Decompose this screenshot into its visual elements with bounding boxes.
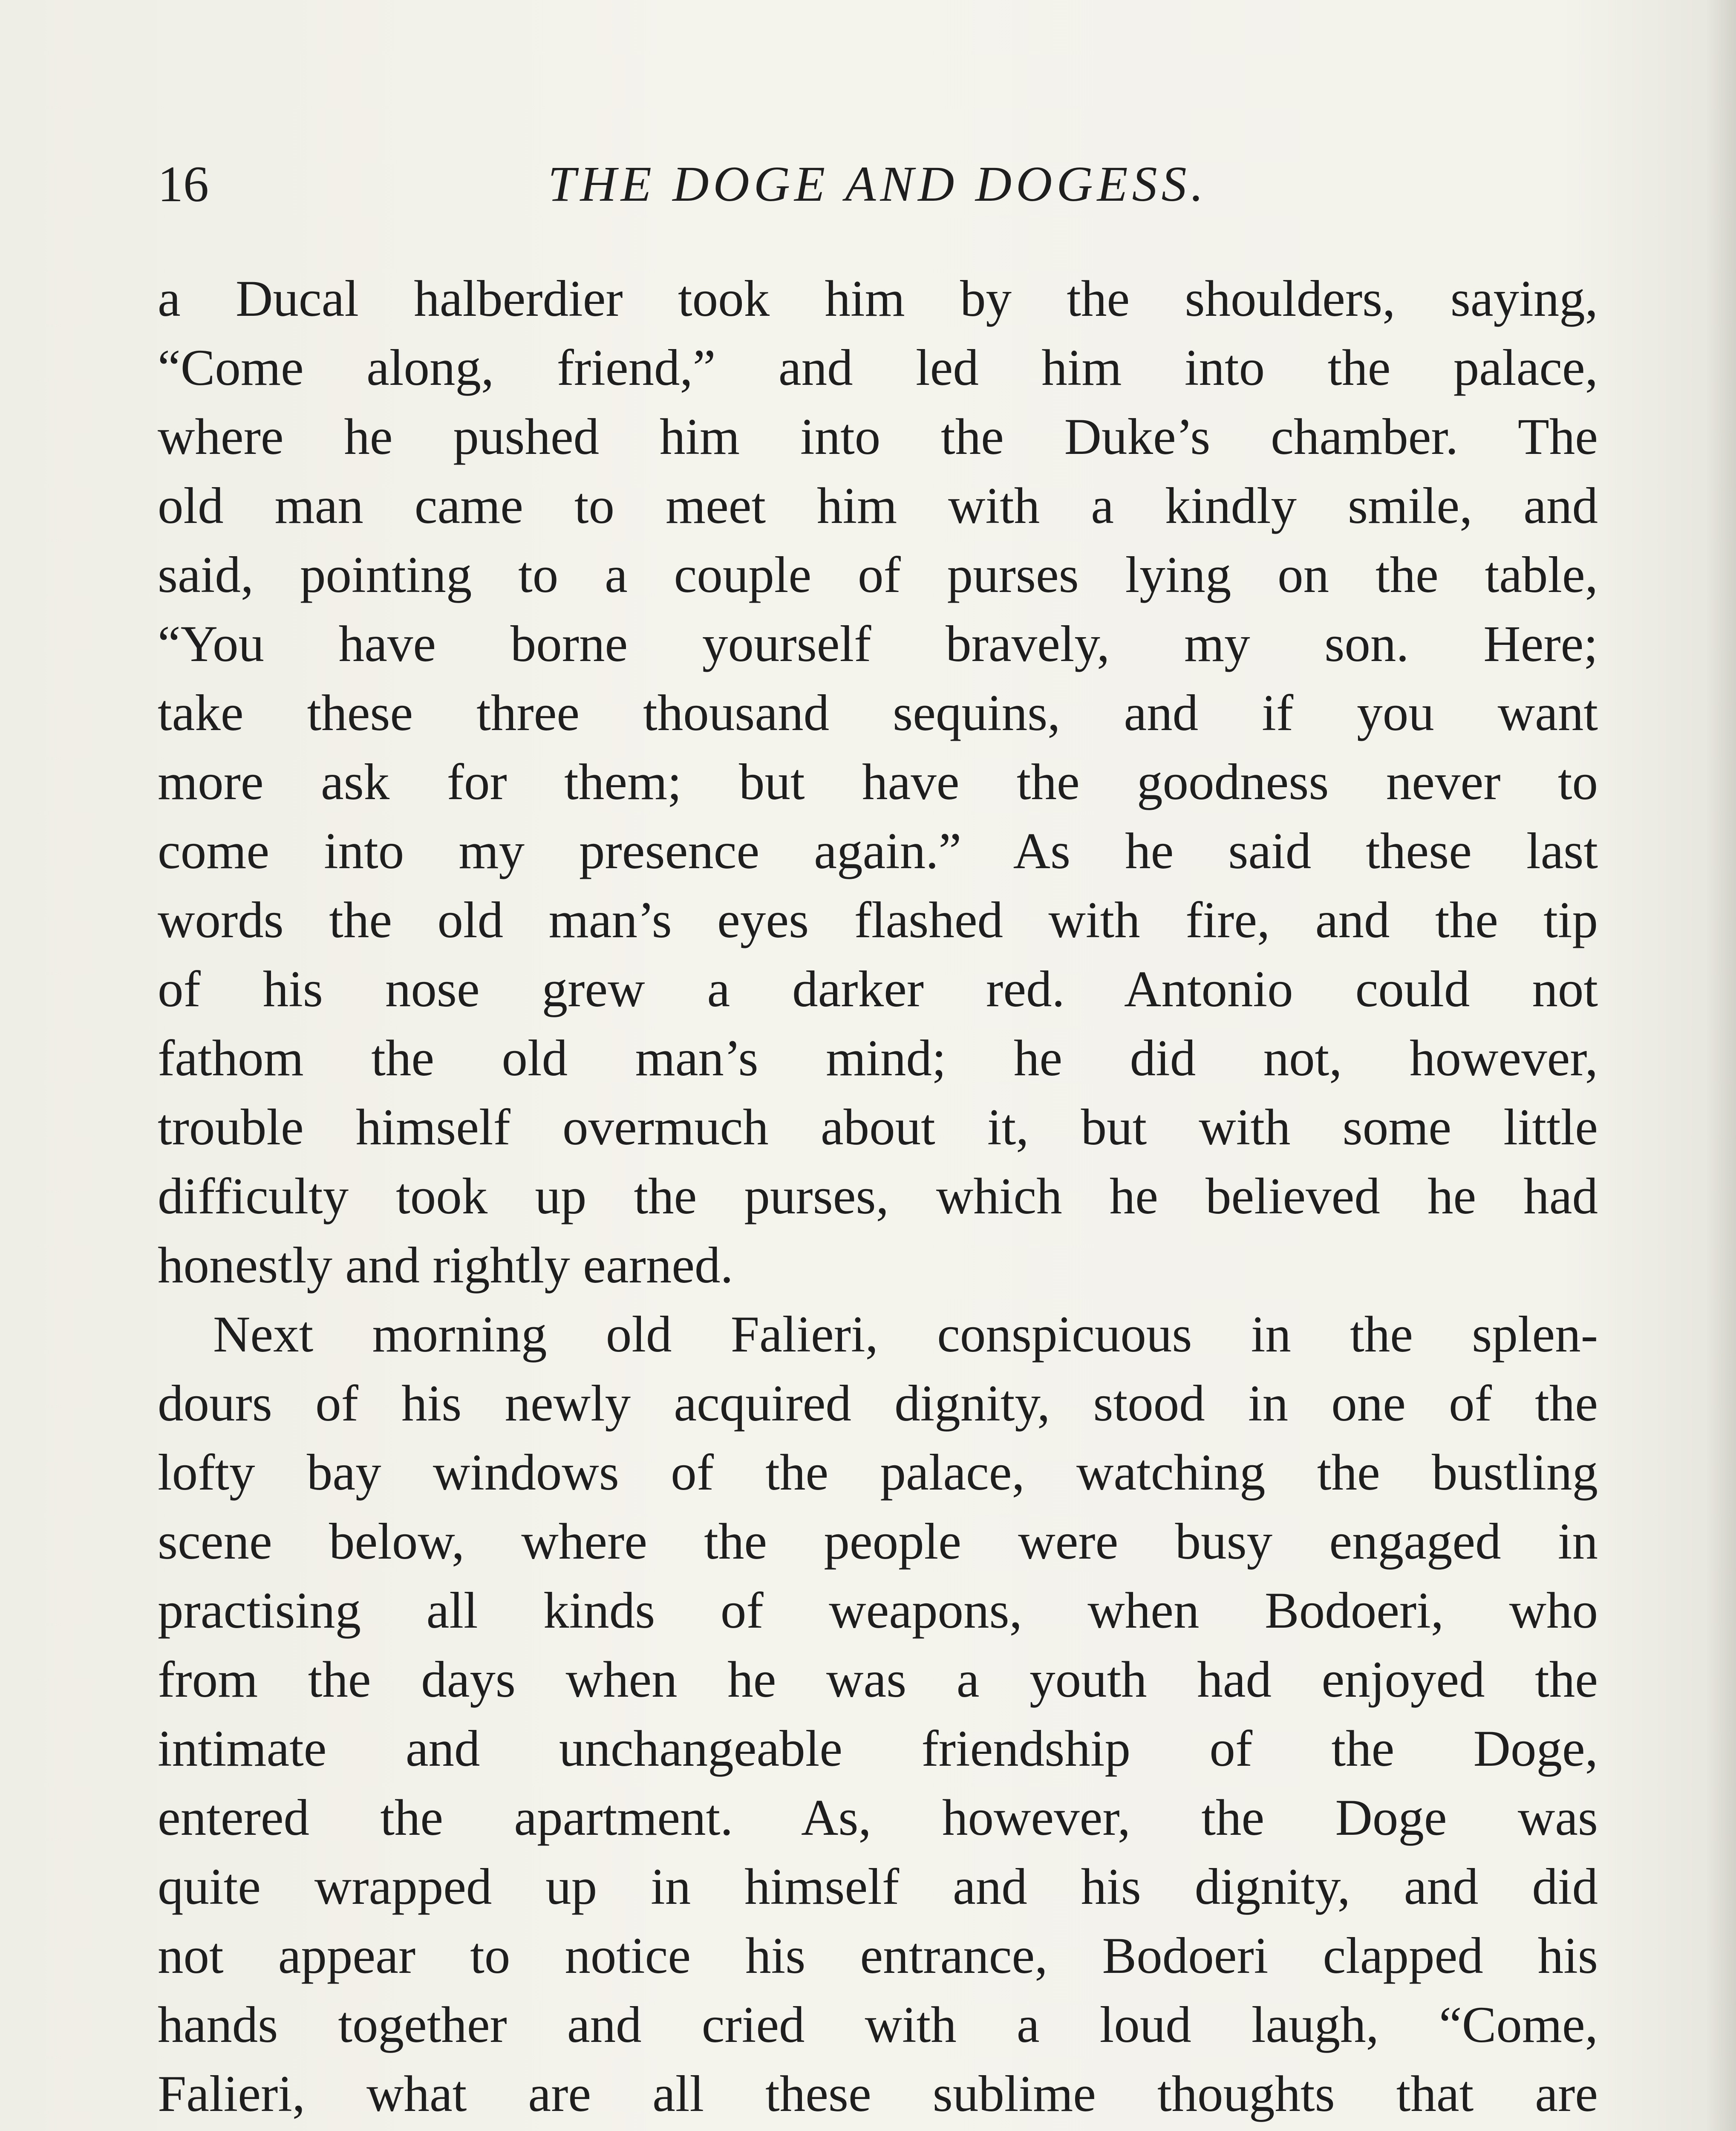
text-line	[158, 2128, 1598, 2131]
text-line: Falieri, what are all these sublime thoughts that are	[158, 2065, 1598, 2122]
page-edge-shadow	[1706, 0, 1736, 2131]
text-line: take these three thousand sequins, and if you want	[158, 684, 1598, 742]
text-line: practising all kinds of weapons, when Bodoeri, who	[158, 1582, 1598, 1639]
text-line: hands together and cried with a loud laugh, “Come,	[158, 1996, 1598, 2053]
page-number: 16	[158, 156, 209, 212]
text-line: fathom the old man’s mind; he did not, however,	[158, 1030, 1598, 1087]
text-line: from the days when he was a youth had enjoyed the	[158, 1651, 1598, 1708]
page-header	[158, 150, 1598, 218]
text-line: old man came to meet him with a kindly smile, and	[158, 477, 1598, 534]
text-line: where he pushed him into the Duke’s chamber. The	[158, 408, 1598, 465]
text-line-paragraph-end: honestly and rightly earned.	[158, 1237, 733, 1294]
text-line: not appear to notice his entrance, Bodoeri clapped his	[158, 1927, 1598, 1984]
text-line: difficulty took up the purses, which he believed he had	[158, 1168, 1598, 1225]
text-line: intimate and unchangeable friendship of the Doge,	[158, 1720, 1598, 1777]
text-line: scene below, where the people were busy engaged in	[158, 1513, 1598, 1570]
text-line: of his nose grew a darker red. Antonio could not	[158, 961, 1598, 1018]
text-line: said, pointing to a couple of purses lying on the table,	[158, 546, 1598, 603]
text-line: words the old man’s eyes flashed with fire, and the tip	[158, 892, 1598, 949]
text-line: “You have borne yourself bravely, my son. Here;	[158, 615, 1598, 673]
text-line: lofty bay windows of the palace, watching the bustling	[158, 1444, 1598, 1501]
text-line: trouble himself overmuch about it, but with some little	[158, 1099, 1598, 1156]
text-line-paragraph-start: Next morning old Falieri, conspicuous in the splen-	[213, 1306, 1598, 1363]
text-line: quite wrapped up in himself and his dignity, and did	[158, 1858, 1598, 1915]
text-line: come into my presence again.” As he said these last	[158, 823, 1598, 880]
text-line: more ask for them; but have the goodness never to	[158, 754, 1598, 811]
text-line: “Come along, friend,” and led him into the palace,	[158, 339, 1598, 396]
text-line: dours of his newly acquired dignity, stood in one of the	[158, 1375, 1598, 1432]
text-line: a Ducal halberdier took him by the shoulders, saying,	[158, 270, 1598, 327]
running-title: THE DOGE AND DOGESS.	[548, 156, 1208, 212]
body-text	[158, 264, 1598, 2131]
text-line: entered the apartment. As, however, the Doge was	[158, 1789, 1598, 1846]
